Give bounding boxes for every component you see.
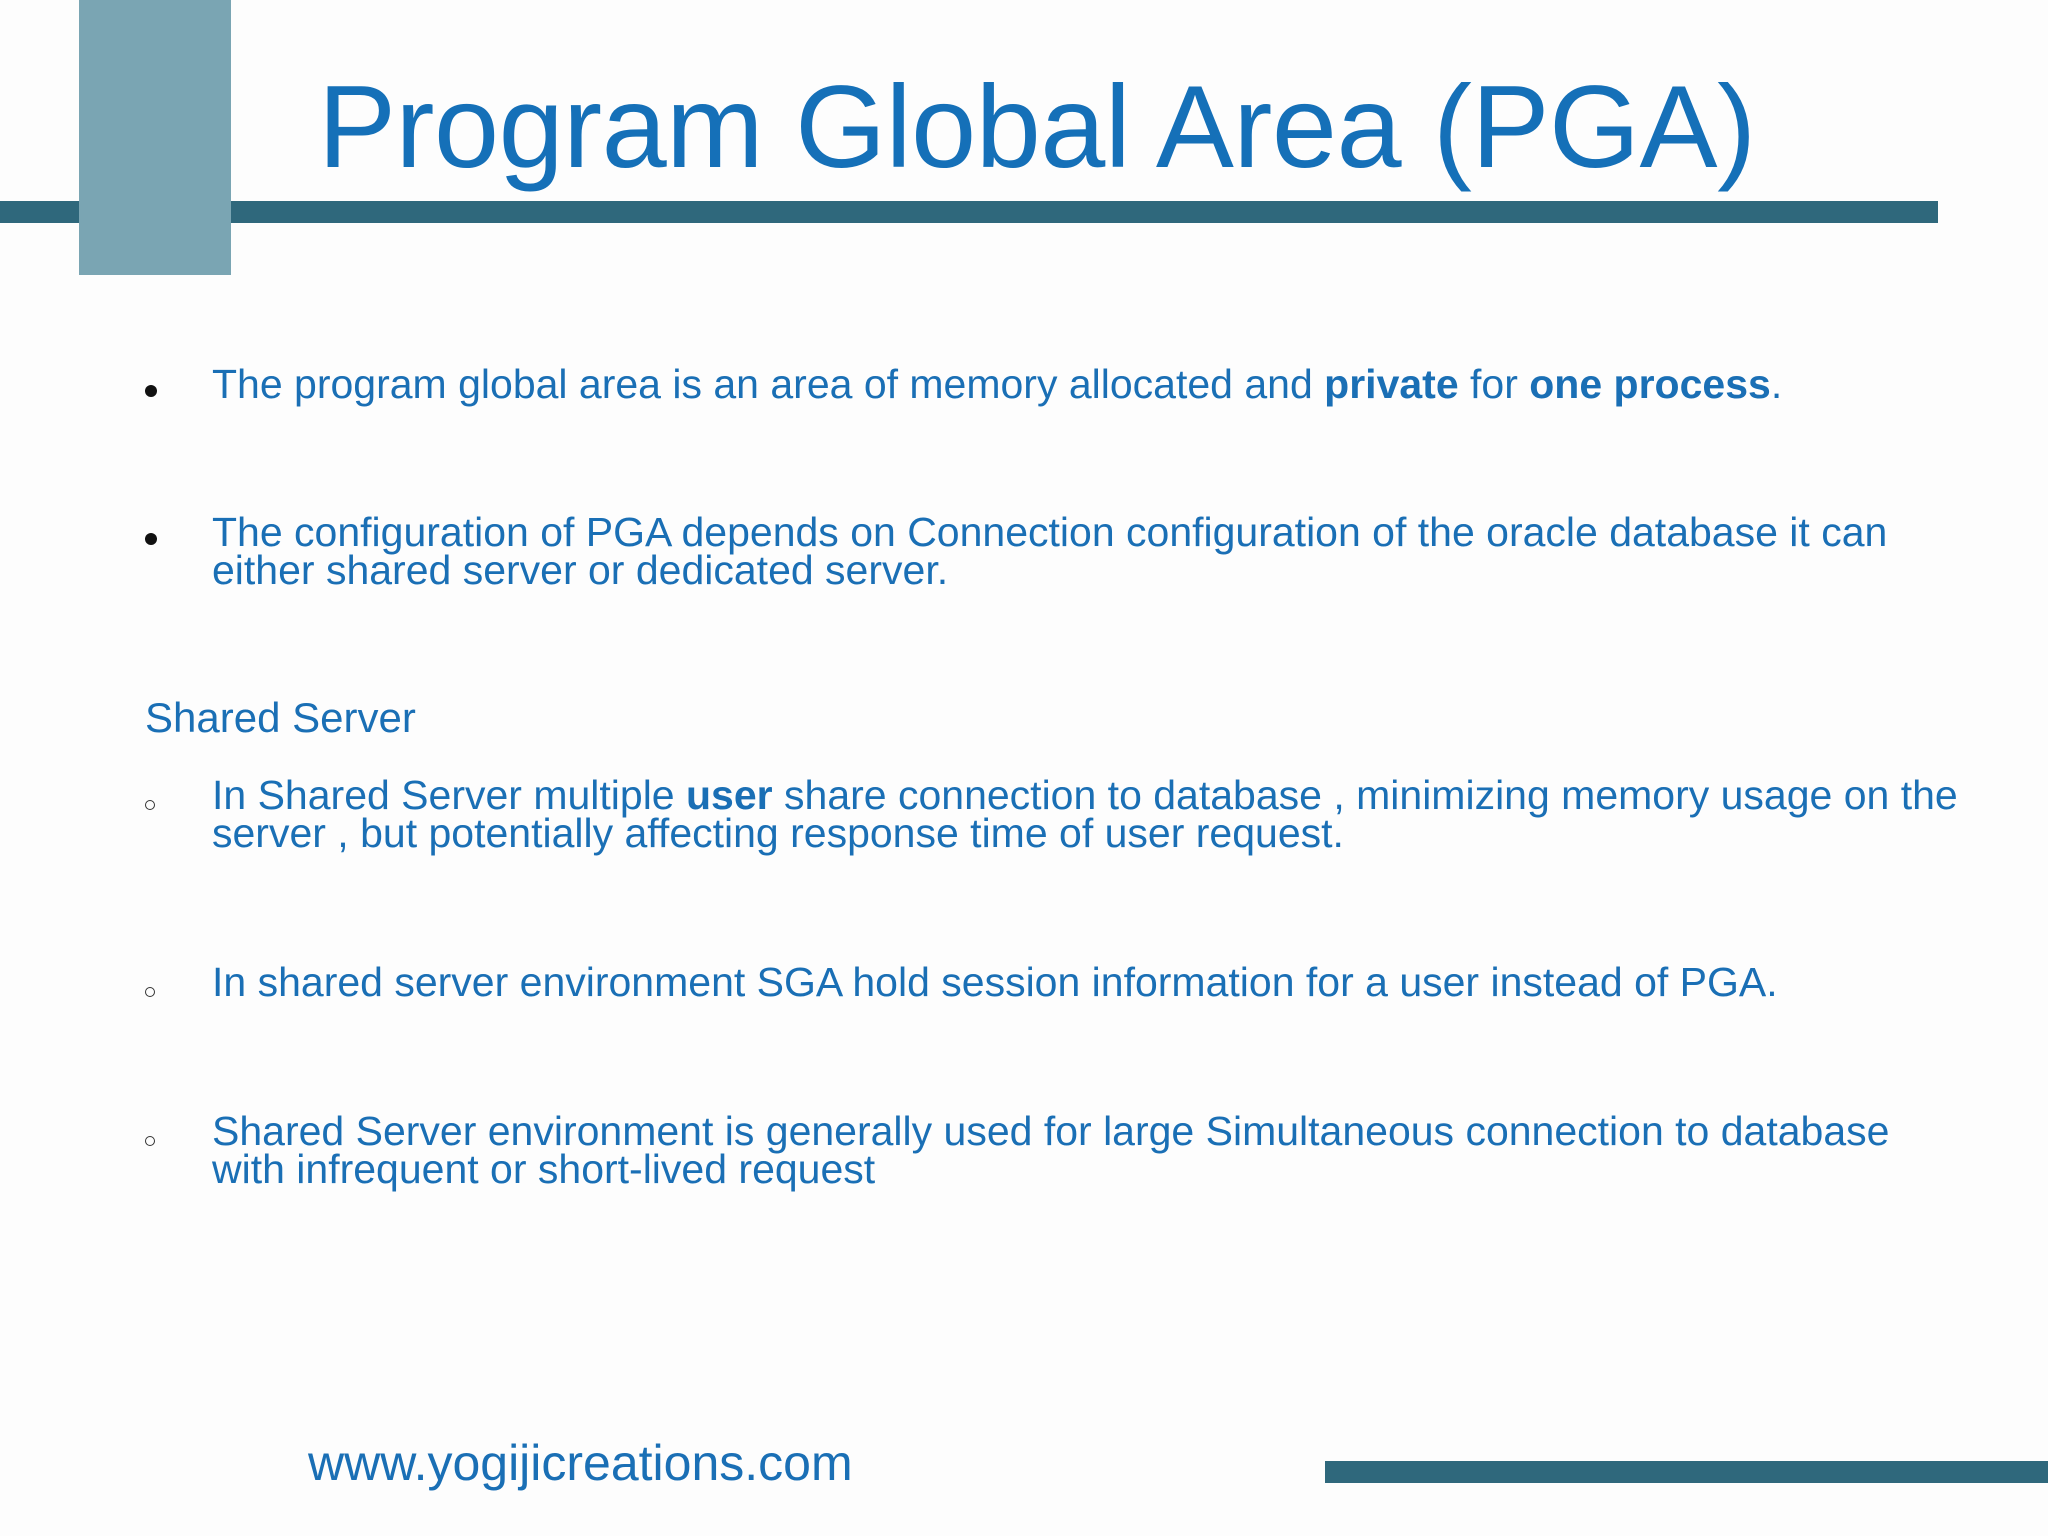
item-text: share connection to database , minimizing memory usage on the server , but potentially affecting response time of user request.	[212, 772, 1958, 856]
hollow-bullet-icon	[145, 800, 155, 810]
slide-title: Program Global Area (PGA)	[318, 61, 1756, 192]
hollow-bullet-icon	[145, 987, 155, 997]
bullet-text: .	[1770, 361, 1783, 407]
shared-server-item-usage: Shared Server environment is generally used for large Simultaneous connection to database with infrequent or short-lived request	[212, 1108, 1890, 1192]
section-heading-shared-server: Shared Server	[145, 694, 416, 741]
footer-bar	[1325, 1461, 2048, 1483]
header-bar	[0, 201, 1938, 223]
hollow-bullet-icon	[145, 1136, 155, 1146]
bullet-item-pga-definition	[212, 361, 1972, 407]
bullet-dot-icon	[145, 533, 157, 545]
shared-server-item-multiple-user	[212, 772, 1972, 856]
footer-website: www.yogijicreations.com	[308, 1435, 853, 1491]
bold-private: private	[1324, 361, 1459, 407]
bold-user: user	[686, 772, 773, 818]
bullet-text: The program global area is an area of memory allocated and	[212, 361, 1325, 407]
bullet-dot-icon	[145, 385, 157, 397]
bullet-item-pga-configuration: The configuration of PGA depends on Connection configuration of the oracle database it can either shared server or dedicated server.	[212, 509, 1888, 593]
bullet-text: for	[1458, 361, 1530, 407]
header-corner-block	[79, 0, 231, 275]
bold-one-process: one process	[1529, 361, 1771, 407]
shared-server-item-sga-session: In shared server environment SGA hold session information for a user instead of PGA.	[212, 959, 1778, 1005]
item-text: In Shared Server multiple	[212, 772, 687, 818]
